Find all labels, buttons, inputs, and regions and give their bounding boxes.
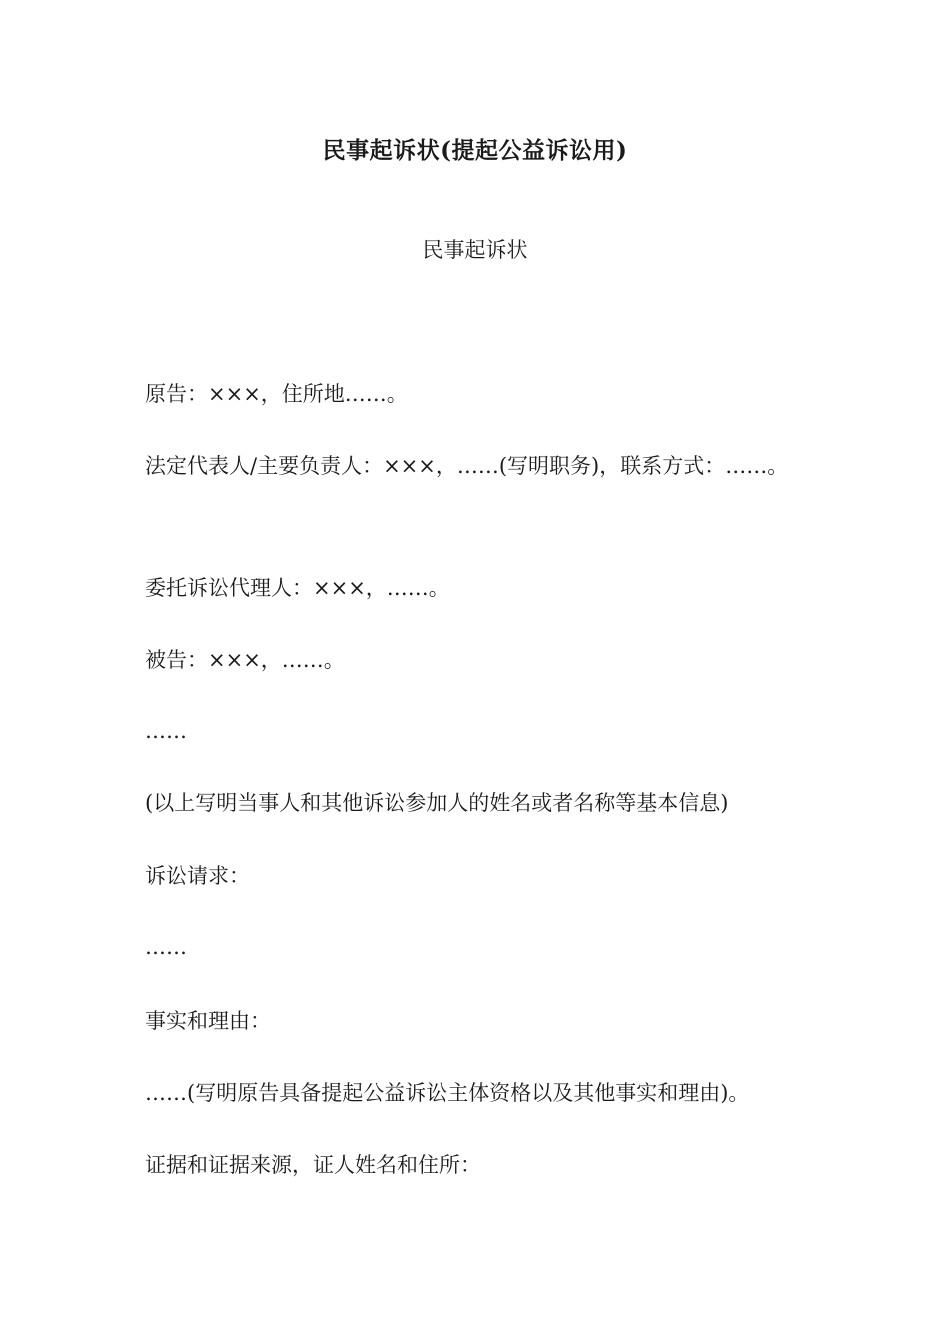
paragraph-legal-representative: 法定代表人/主要负责人：×××，……(写明职务)，联系方式：……。 [145, 454, 789, 478]
document-subtitle: 民事起诉状 [422, 238, 528, 262]
paragraph-agent: 委托诉讼代理人：×××，……。 [145, 576, 450, 600]
paragraph-facts-heading: 事实和理由： [145, 1009, 271, 1033]
paragraph-facts-content: ……(写明原告具备提起公益诉讼主体资格以及其他事实和理由)。 [145, 1081, 750, 1105]
paragraph-plaintiff: 原告：×××，住所地……。 [145, 382, 408, 406]
paragraph-evidence-heading: 证据和证据来源，证人姓名和住所： [145, 1153, 481, 1177]
paragraph-ellipsis-parties: …… [145, 719, 187, 743]
paragraph-claims-heading: 诉讼请求： [145, 864, 250, 888]
paragraph-parties-note: (以上写明当事人和其他诉讼参加人的姓名或者名称等基本信息) [145, 791, 729, 815]
paragraph-claims-ellipsis: …… [145, 935, 187, 959]
paragraph-defendant: 被告：×××，……。 [145, 648, 345, 672]
document-title: 民事起诉状(提起公益诉讼用) [322, 137, 628, 164]
